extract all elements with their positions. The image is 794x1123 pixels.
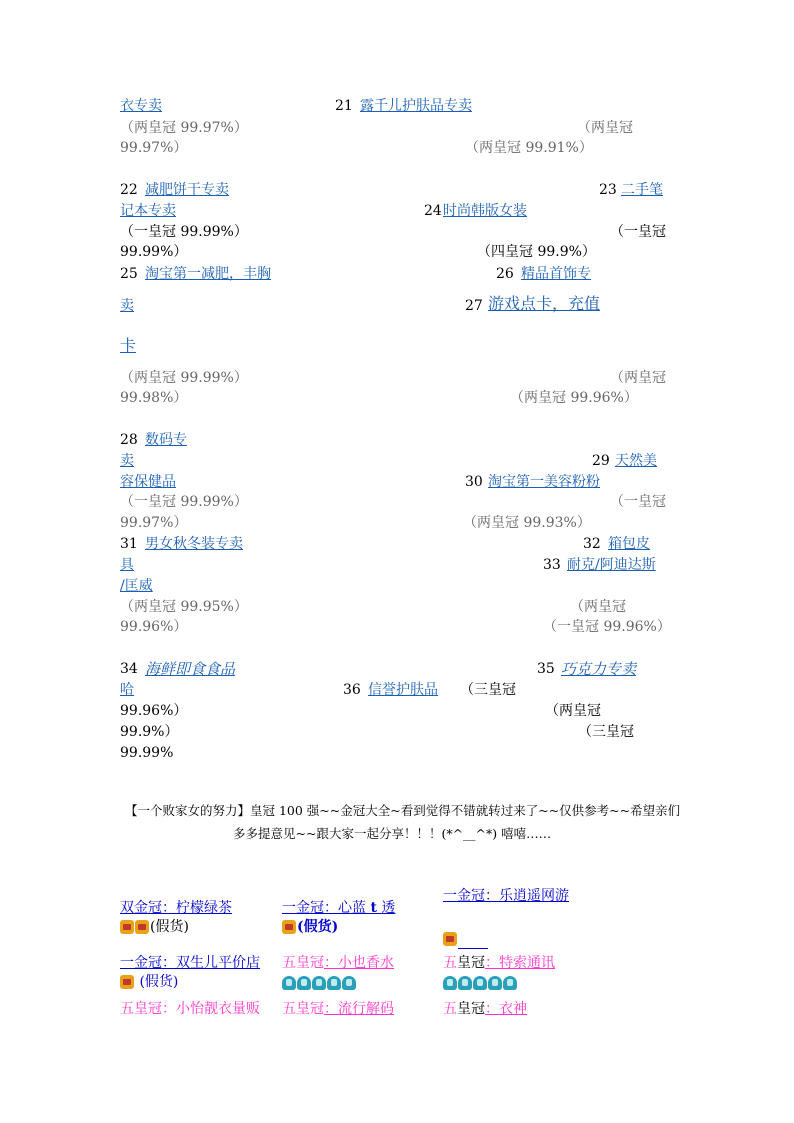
crown-shop-link[interactable]: 一金冠：乐逍遥网游: [443, 888, 569, 904]
item-number: 30: [465, 474, 483, 490]
item-number: 22: [120, 182, 138, 198]
blue-crown-icon: [282, 976, 296, 990]
shop-link[interactable]: 记本专卖: [120, 203, 176, 219]
shop-name: ：特索通讯: [485, 955, 555, 971]
rating: （两皇冠 99.96%）: [510, 390, 638, 406]
crown-shop-link[interactable]: [282, 953, 394, 973]
item-number: 25: [120, 266, 138, 282]
gold-crown-icon: [443, 932, 457, 946]
gold-crown-icon: [120, 975, 134, 989]
intro-line-1: 【一个败家女的努力】皇冠 100 强~~金冠大全~看到觉得不错就转过来了~~仅供参考~~希望亲们: [125, 803, 681, 818]
rating: （两皇冠: [570, 599, 626, 615]
shop-link[interactable]: 哈: [120, 682, 134, 698]
rating: （四皇冠 99.9%）: [477, 244, 596, 260]
item-number: 35: [537, 661, 555, 677]
shop-name: 一金冠：心蓝: [282, 900, 366, 916]
item-number: 28: [120, 432, 138, 448]
shop-link[interactable]: 二手笔: [621, 182, 663, 198]
rating: （两皇冠 99.91%）: [465, 140, 593, 156]
shop-name: ：流行解码: [324, 1001, 394, 1017]
item-number: 26: [496, 266, 514, 282]
crown-row: [282, 917, 338, 937]
gold-crown-icon: [120, 920, 134, 934]
shop-link[interactable]: 巧克力专卖: [561, 660, 637, 678]
rating: （两皇冠: [610, 370, 666, 386]
shop-name: ：小怡靓衣量贩: [162, 1001, 260, 1017]
crown-row: [282, 973, 357, 993]
rating: 99.9%）: [120, 724, 179, 740]
item-number: 31: [120, 536, 138, 552]
item-number: 24: [424, 203, 442, 219]
rating: （一皇冠 99.99%）: [120, 224, 248, 240]
crown-shop-link[interactable]: 一金冠：双生儿平价店: [120, 955, 260, 971]
rating: （两皇冠 99.97%）: [120, 120, 248, 136]
shop-link[interactable]: 男女秋冬装专卖: [145, 536, 243, 552]
item-number: 34: [120, 661, 138, 677]
blue-crown-icon: [458, 976, 472, 990]
item-number: 21: [335, 98, 353, 114]
intro-line-2: 多多提意见~~跟大家一起分享！！！(*^__^*) 嘻嘻……: [233, 826, 552, 841]
note: (假货): [150, 919, 189, 935]
shop-link[interactable]: 精品首饰专: [521, 266, 591, 282]
shop-link[interactable]: 天然美: [615, 453, 657, 469]
gold-crown-icon: [135, 920, 149, 934]
shop-link[interactable]: 淘宝第一美容粉粉: [488, 474, 600, 490]
item-number: 23: [599, 182, 617, 198]
shop-link[interactable]: 卡: [120, 336, 137, 355]
note: (假货): [139, 974, 179, 990]
rating: 99.96%）: [120, 619, 188, 635]
shop-link[interactable]: 卖: [120, 453, 134, 469]
crown-row: [120, 972, 178, 992]
rating: （一皇冠: [610, 224, 666, 240]
rating: （一皇冠 99.99%）: [120, 494, 248, 510]
rating: （一皇冠: [610, 494, 666, 510]
shop-link[interactable]: 箱包皮: [608, 536, 650, 552]
crown-row: [120, 917, 189, 937]
crown-word: 皇冠: [296, 1001, 324, 1017]
count: 五: [443, 1001, 457, 1017]
shop-link[interactable]: 游戏点卡，充值: [488, 294, 601, 313]
shop-link[interactable]: 海鲜即食食品: [145, 660, 236, 678]
shop-name: ：小也香水: [324, 955, 394, 971]
crown-word: 皇冠: [457, 955, 485, 971]
rating: （两皇冠: [545, 703, 601, 719]
shop-link[interactable]: 数码专: [145, 432, 187, 448]
count: 五: [282, 955, 296, 971]
shop-link[interactable]: 露千儿护肤品专卖: [360, 98, 472, 114]
shop-name-end: 透: [381, 900, 396, 916]
rating: （两皇冠 99.93%）: [463, 515, 591, 531]
gold-crown-icon: [282, 920, 296, 934]
shop-link[interactable]: 耐克/阿迪达斯: [567, 557, 656, 573]
blue-crown-icon: [312, 976, 326, 990]
rating: （两皇冠: [577, 120, 633, 136]
crown-word: 皇冠: [296, 955, 324, 971]
shop-name-t: t: [370, 900, 377, 916]
shop-link[interactable]: 信誉护肤品: [368, 682, 438, 698]
crown-row: [443, 929, 488, 949]
crown-shop-link[interactable]: [282, 999, 394, 1019]
rating: 99.97%）: [120, 140, 188, 156]
rating: 99.99%）: [120, 244, 188, 260]
count: 五: [443, 955, 457, 971]
item-number: 29: [592, 453, 610, 469]
crown-word: 皇冠: [134, 1001, 162, 1017]
shop-link[interactable]: 淘宝第一减肥，丰胸: [145, 266, 271, 282]
shop-link[interactable]: 时尚韩版女装: [443, 203, 527, 219]
rating: （两皇冠 99.99%）: [120, 370, 248, 386]
rating: （一皇冠 99.96%）: [543, 619, 671, 635]
blue-crown-icon: [342, 976, 356, 990]
shop-link[interactable]: 容保健品: [120, 474, 176, 490]
shop-link[interactable]: 具: [120, 557, 134, 573]
shop-link[interactable]: /匡威: [120, 578, 153, 594]
blue-crown-icon: [297, 976, 311, 990]
crown-shop-link[interactable]: [282, 898, 395, 918]
item-number: 32: [583, 536, 601, 552]
note: (假货): [297, 919, 339, 935]
shop-name: ：衣神: [485, 1001, 527, 1017]
blue-crown-icon: [443, 976, 457, 990]
rating: （三皇冠: [460, 682, 516, 698]
count: 五: [120, 1001, 134, 1017]
blue-crown-icon: [503, 976, 517, 990]
rating: （两皇冠 99.95%）: [120, 599, 248, 615]
blue-crown-icon: [473, 976, 487, 990]
crown-shop-link[interactable]: [443, 953, 555, 973]
rating: 99.99%: [120, 745, 174, 761]
shop-link[interactable]: 衣专卖: [120, 98, 162, 114]
crown-shop-link[interactable]: [443, 999, 527, 1019]
crown-row: [443, 973, 518, 993]
crown-shop-link[interactable]: 双金冠：柠檬绿茶: [120, 900, 232, 916]
shop-link[interactable]: 卖: [120, 298, 134, 314]
rating: 99.97%）: [120, 515, 188, 531]
item-number: 36: [343, 682, 361, 698]
blue-crown-icon: [488, 976, 502, 990]
rating: 99.96%）: [120, 703, 188, 719]
rating: （三皇冠: [578, 724, 634, 740]
item-number: 27: [465, 298, 483, 314]
underline: [458, 936, 488, 949]
blue-crown-icon: [327, 976, 341, 990]
crown-word: 皇冠: [457, 1001, 485, 1017]
rating: 99.98%）: [120, 390, 188, 406]
crown-shop-link[interactable]: [120, 999, 260, 1019]
shop-link[interactable]: 减肥饼干专卖: [145, 182, 229, 198]
item-number: 33: [543, 557, 561, 573]
count: 五: [282, 1001, 296, 1017]
